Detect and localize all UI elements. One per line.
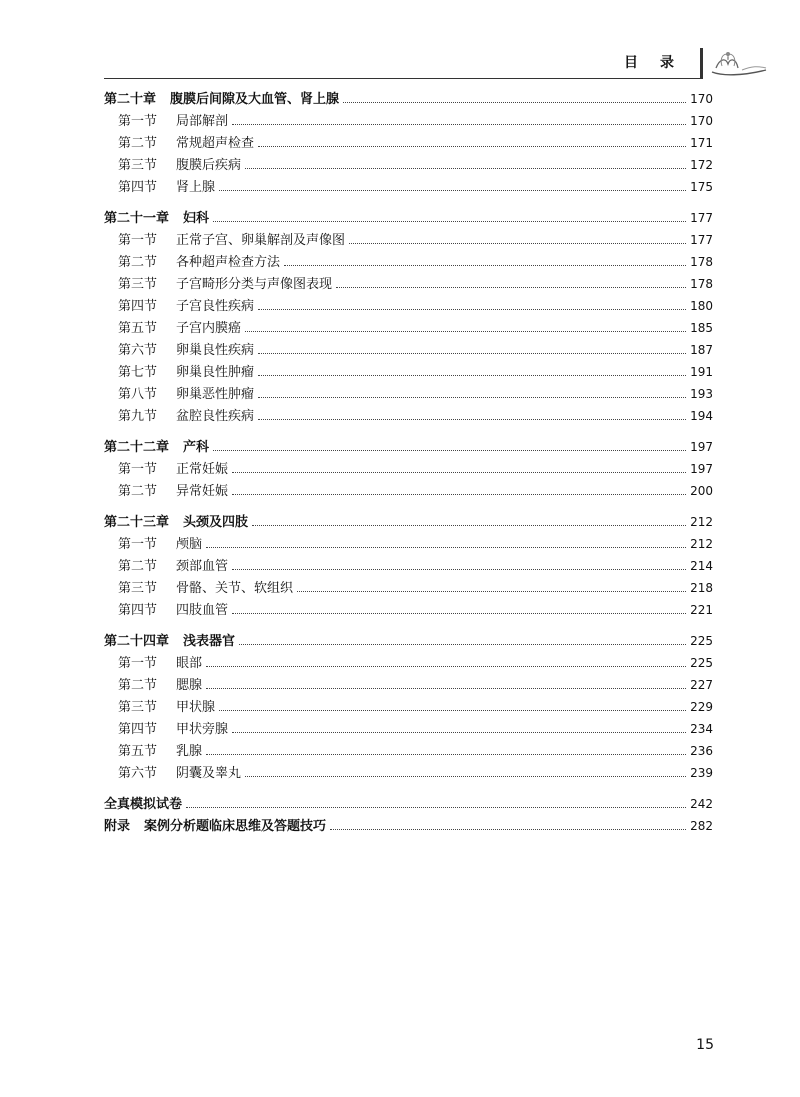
toc-section-row[interactable] [104,361,713,383]
section-number: 第四节 [118,180,158,195]
toc-section-row[interactable] [104,229,713,251]
toc-section-row[interactable] [104,383,713,405]
dot-leader [232,569,686,570]
section-page-number: 221 [690,603,713,617]
section-number: 第一节 [118,656,158,671]
dot-leader [232,613,686,614]
section-title: 各种超声检查方法 [176,255,281,270]
section-page-number: 170 [690,114,713,128]
dot-leader [206,666,686,667]
toc-chapter-row[interactable] [104,88,713,110]
dot-leader [239,644,686,645]
toc-section-row[interactable] [104,176,713,198]
section-page-number: 212 [690,537,713,551]
chapter-title: 全真模拟试卷 [104,797,183,812]
section-page-number: 218 [690,581,713,595]
section-number: 第二节 [118,255,158,270]
toc-section-row[interactable] [104,273,713,295]
chapter-gap [104,784,713,793]
toc-section-row[interactable] [104,652,713,674]
chapter-label [104,512,248,534]
dot-leader [258,375,686,376]
section-page-number: 187 [690,343,713,357]
dot-leader [206,754,686,755]
toc-section-row[interactable] [104,317,713,339]
dot-leader [213,450,686,451]
dot-leader [245,776,686,777]
section-number: 第九节 [118,409,158,424]
chapter-label [104,631,235,653]
toc-section-row[interactable] [104,405,713,427]
chapter-page-number: 177 [690,211,713,225]
dot-leader [232,732,686,733]
dot-leader [349,243,686,244]
section-title: 异常妊娠 [176,484,229,499]
dot-leader [245,331,686,332]
section-page-number: 229 [690,700,713,714]
section-title: 卵巢良性疾病 [176,343,255,358]
section-page-number: 193 [690,387,713,401]
section-number: 第二节 [118,136,158,151]
chapter-page-number: 197 [690,440,713,454]
section-title: 盆腔良性疾病 [176,409,255,424]
section-title: 子宫内膜癌 [176,321,242,336]
chapter-number: 第二十三章 [104,515,170,530]
chapter-label [104,208,209,230]
section-title: 腮腺 [176,678,203,693]
section-number: 第二节 [118,678,158,693]
section-number: 第一节 [118,114,158,129]
chapter-gap [104,198,713,207]
chapter-number: 第二十章 [104,92,157,107]
publisher-logo-icon [708,46,770,78]
chapter-title: 头颈及四肢 [183,515,249,530]
section-number: 第三节 [118,158,158,173]
chapter-number: 第二十一章 [104,211,170,226]
toc-section-row[interactable] [104,674,713,696]
chapter-title: 案例分析题临床思维及答题技巧 [144,819,327,834]
section-page-number: 214 [690,559,713,573]
toc-section-row[interactable] [104,458,713,480]
chapter-page-number: 170 [690,92,713,106]
toc-section-row[interactable] [104,339,713,361]
section-title: 子宫畸形分类与声像图表现 [176,277,333,292]
section-page-number: 234 [690,722,713,736]
dot-leader [245,168,686,169]
section-number: 第八节 [118,387,158,402]
toc-section-row[interactable] [104,132,713,154]
page-header [0,0,800,80]
toc-section-row[interactable] [104,740,713,762]
chapter-title: 产科 [183,440,210,455]
dot-leader [330,829,686,830]
dot-leader [186,807,686,808]
section-page-number: 227 [690,678,713,692]
toc-chapter-row[interactable] [104,511,713,533]
section-number: 第六节 [118,343,158,358]
toc-section-row[interactable] [104,110,713,132]
section-page-number: 177 [690,233,713,247]
section-page-number: 172 [690,158,713,172]
section-page-number: 175 [690,180,713,194]
chapter-page-number: 225 [690,634,713,648]
toc-chapter-row[interactable] [104,815,713,837]
toc-section-row[interactable] [104,718,713,740]
chapter-label [104,437,209,459]
section-number: 第三节 [118,700,158,715]
chapter-page-number: 282 [690,819,713,833]
section-page-number: 171 [690,136,713,150]
toc-chapter-row[interactable] [104,630,713,652]
header-rule [104,78,700,79]
chapter-page-number: 212 [690,515,713,529]
section-number: 第五节 [118,744,158,759]
toc-section-row[interactable] [104,295,713,317]
dot-leader [213,221,686,222]
section-title: 卵巢恶性肿瘤 [176,387,255,402]
chapter-number: 附录 [104,819,131,834]
dot-leader [206,547,686,548]
section-page-number: 239 [690,766,713,780]
chapter-gap [104,427,713,436]
section-number: 第五节 [118,321,158,336]
section-title: 正常妊娠 [176,462,229,477]
dot-leader [343,102,686,103]
dot-leader [206,688,686,689]
section-title: 正常子宫、卵巢解剖及声像图 [176,233,346,248]
section-page-number: 194 [690,409,713,423]
dot-leader [252,525,686,526]
chapter-gap [104,621,713,630]
section-number: 第四节 [118,722,158,737]
section-page-number: 180 [690,299,713,313]
section-number: 第三节 [118,277,158,292]
section-page-number: 191 [690,365,713,379]
section-page-number: 200 [690,484,713,498]
section-title: 常规超声检查 [176,136,255,151]
section-number: 第二节 [118,559,158,574]
section-page-number: 178 [690,255,713,269]
toc-chapter-row[interactable] [104,207,713,229]
toc-section-row[interactable] [104,480,713,502]
section-title: 甲状旁腺 [176,722,229,737]
section-page-number: 225 [690,656,713,670]
chapter-number: 第二十二章 [104,440,170,455]
toc-section-row[interactable] [104,762,713,784]
section-number: 第四节 [118,299,158,314]
chapter-title: 浅表器官 [183,634,236,649]
dot-leader [284,265,686,266]
toc-section-row[interactable] [104,577,713,599]
section-number: 第一节 [118,537,158,552]
chapter-page-number: 242 [690,797,713,811]
dot-leader [219,190,686,191]
section-title: 四肢血管 [176,603,229,618]
section-number: 第二节 [118,484,158,499]
page-number: 15 [696,1037,714,1053]
toc-section-row[interactable] [104,154,713,176]
section-title: 颅脑 [176,537,203,552]
chapter-gap [104,502,713,511]
section-page-number: 236 [690,744,713,758]
table-of-contents [104,88,713,837]
dot-leader [219,710,686,711]
dot-leader [258,309,686,310]
section-number: 第一节 [118,462,158,477]
toc-section-row[interactable] [104,251,713,273]
section-title: 眼部 [176,656,203,671]
dot-leader [232,494,686,495]
toc-section-row[interactable] [104,555,713,577]
section-page-number: 197 [690,462,713,476]
section-title: 阴囊及睾丸 [176,766,242,781]
dot-leader [232,124,686,125]
dot-leader [336,287,686,288]
section-number: 第三节 [118,581,158,596]
dot-leader [232,472,686,473]
toc-section-row[interactable] [104,696,713,718]
section-title: 子宫良性疾病 [176,299,255,314]
toc-section-row[interactable] [104,599,713,621]
toc-section-row[interactable] [104,533,713,555]
section-title: 腹膜后疾病 [176,158,242,173]
dot-leader [297,591,686,592]
dot-leader [258,419,686,420]
section-number: 第七节 [118,365,158,380]
section-title: 乳腺 [176,744,203,759]
chapter-number: 第二十四章 [104,634,170,649]
section-title: 肾上腺 [176,180,216,195]
chapter-label [104,89,339,111]
dot-leader [258,146,686,147]
section-page-number: 185 [690,321,713,335]
toc-chapter-row[interactable] [104,793,713,815]
section-title: 甲状腺 [176,700,216,715]
chapter-label [104,794,182,816]
section-title: 局部解剖 [176,114,229,129]
dot-leader [258,353,686,354]
section-title: 颈部血管 [176,559,229,574]
header-divider-bar [700,48,703,79]
chapter-title: 腹膜后间隙及大血管、肾上腺 [170,92,340,107]
chapter-label [104,816,326,838]
dot-leader [258,397,686,398]
section-page-number: 178 [690,277,713,291]
section-number: 第一节 [118,233,158,248]
section-number: 第四节 [118,603,158,618]
chapter-title: 妇科 [183,211,210,226]
section-title: 卵巢良性肿瘤 [176,365,255,380]
section-number: 第六节 [118,766,158,781]
toc-chapter-row[interactable] [104,436,713,458]
header-title: 目录 [624,55,696,71]
section-title: 骨骼、关节、软组织 [176,581,294,596]
